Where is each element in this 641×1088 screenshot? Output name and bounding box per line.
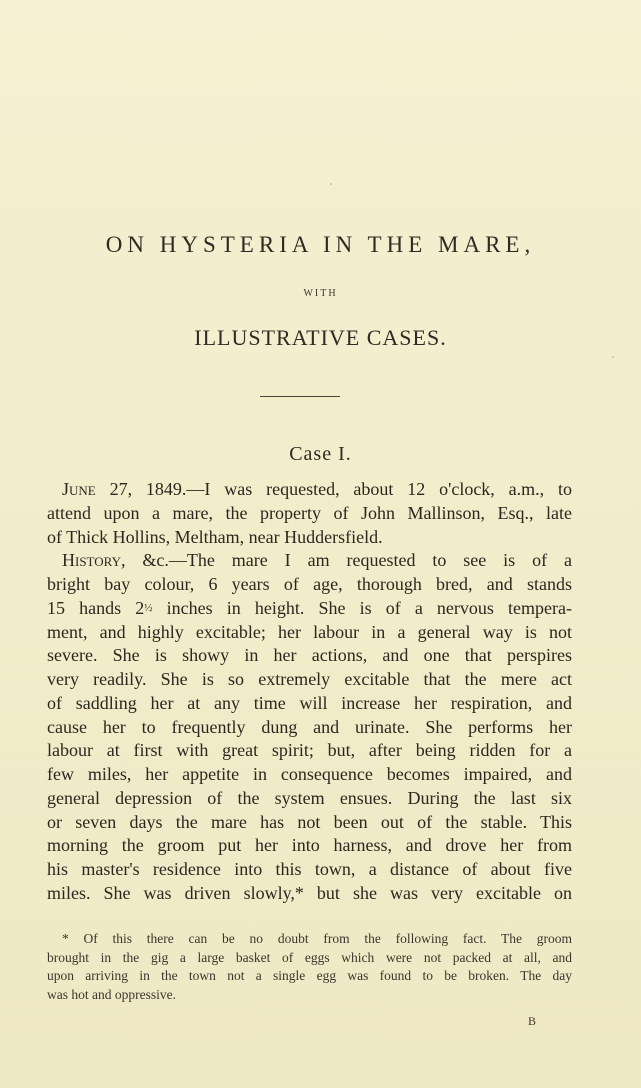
body-line: or seven days the mare has not been out of the stable. This: [47, 811, 572, 832]
date-lead: June: [62, 479, 96, 499]
fraction: ½: [144, 601, 153, 614]
body-line: miles. She was driven slowly,* but she was very excitable on: [47, 882, 572, 903]
chapter-subtitle: ILLUSTRATIVE CASES.: [194, 325, 447, 350]
body-line: few miles, her appetite in consequence becomes impaired, and: [47, 764, 572, 784]
body-line: general depression of the system ensues. During the last six: [47, 787, 572, 808]
body-line: cause her to frequently dung and urinate. She performs her: [47, 716, 572, 737]
footnote-line: upon arriving in the town not a single egg was found to be broken. The day: [47, 968, 572, 983]
body-line: severe. She is showy in her actions, and one that perspires: [47, 645, 572, 666]
body-line: attend upon a mare, the property of John Mallinson, Esq., late: [47, 502, 572, 523]
body-line: morning the groom put her into harness, and drove her from: [47, 835, 572, 856]
body-line: of Thick Hollins, Meltham, near Huddersfield.: [47, 526, 383, 547]
body-line: History, &c.—The mare I am requested to see is of a: [62, 550, 572, 571]
paper-speck: [330, 183, 332, 185]
body-line: 15 hands 2½ inches in height. She is of a nervous tempera-: [47, 597, 572, 618]
body-line: labour at first with great spirit; but, after being ridden for a: [47, 740, 572, 761]
body-line: June 27, 1849.—I was requested, about 12 o'clock, a.m., to: [62, 479, 572, 499]
body-line: of saddling her at any time will increase her respiration, and: [47, 692, 572, 713]
footnote-line: brought in the gig a large basket of eggs which were not packed at all, and: [47, 949, 572, 965]
body-line: his master's residence into this town, a distance of about five: [47, 859, 572, 879]
case-body: [47, 478, 572, 906]
chapter-title: ON HYSTERIA IN THE MARE,: [105, 232, 536, 257]
footnote-line: was hot and oppressive.: [47, 986, 176, 1002]
footnote: [47, 930, 572, 1004]
title-connector: WITH: [303, 288, 338, 299]
body-line: ment, and highly excitable; her labour in a general way is not: [47, 621, 572, 642]
signature-mark: B: [528, 1014, 537, 1028]
body-line: bright bay colour, 6 years of age, thorough bred, and stands: [47, 574, 572, 594]
footnote-line: * Of this there can be no doubt from the following fact. The groom: [62, 931, 572, 946]
paper-speck: [612, 356, 614, 358]
case-heading: Case I.: [289, 443, 352, 465]
title-divider: [260, 396, 340, 397]
body-line: very readily. She is so extremely excitable that the mere act: [47, 669, 572, 689]
section-lead: History: [62, 550, 121, 571]
